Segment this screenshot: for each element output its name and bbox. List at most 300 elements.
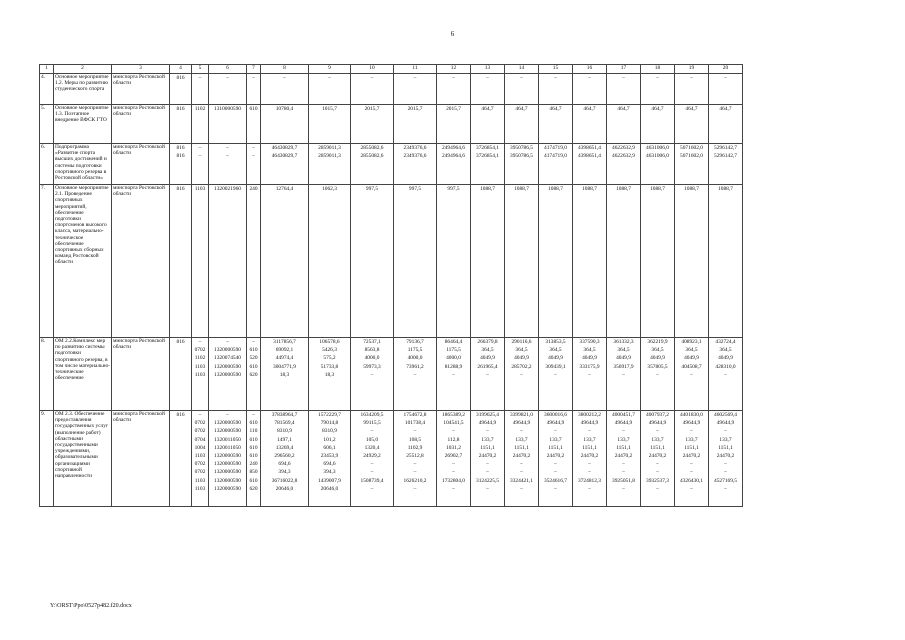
value-cell	[641, 74, 675, 105]
cell-line: 1151,1	[548, 444, 563, 451]
cell-line: 4527169,5	[714, 477, 737, 484]
cell-line: 3925051,8	[612, 477, 635, 484]
value-cell	[437, 185, 471, 338]
cell-line: 110	[249, 428, 258, 435]
cell-line: –	[520, 371, 523, 378]
value-cell	[437, 338, 471, 411]
cell-line: 49644,9	[682, 420, 701, 427]
cell-line: 575,2	[323, 355, 336, 362]
cell-line: –	[724, 428, 727, 435]
cell-line: 26902,7	[444, 452, 463, 459]
value-cell	[709, 105, 743, 144]
value-cell	[261, 185, 309, 338]
value-cell	[247, 144, 261, 185]
cell-line: 46430829,7	[271, 145, 298, 151]
cell-line: 464,7	[719, 106, 732, 112]
cell-line: –	[486, 428, 489, 435]
cell-line: 356917,9	[613, 363, 634, 370]
cell-line: 2859011,3	[318, 153, 341, 160]
value-cell	[709, 185, 743, 338]
value-cell	[709, 74, 743, 105]
cell-line: 1088,7	[582, 186, 597, 192]
cell-line: 1102	[194, 355, 206, 362]
cell-line: 4631006,0	[646, 153, 669, 160]
value-cell	[437, 411, 471, 507]
value-cell	[192, 74, 209, 105]
cell-line: 24470,2	[682, 452, 701, 459]
cell-line: 362219,9	[647, 339, 668, 345]
cell-line: –	[226, 75, 229, 81]
value-cell	[394, 105, 437, 144]
value-cell	[437, 144, 471, 185]
cell-line: 2349376,6	[403, 145, 427, 151]
cell-line: 4622632,9	[612, 145, 635, 151]
cell-line: 364,5	[651, 347, 664, 354]
column-header: 17	[607, 65, 641, 74]
cell-line: 4049,9	[514, 355, 529, 362]
cell-line: 1320074540	[214, 355, 241, 362]
cell-line: –	[198, 412, 202, 418]
value-cell	[471, 105, 505, 144]
cell-line: –	[413, 469, 417, 476]
cell-line: 1508739,4	[360, 477, 384, 484]
cell-line: 36716022,8	[271, 477, 298, 484]
cell-line: 49644,9	[614, 420, 633, 427]
cell-line: –	[724, 461, 727, 468]
cell-line: –	[520, 461, 523, 468]
value-cell	[170, 338, 192, 411]
cell-line: –	[452, 461, 455, 468]
cell-line: –	[486, 371, 489, 378]
cell-line: 4174719,0	[544, 153, 567, 160]
column-header: 12	[437, 65, 471, 74]
cell-line: –	[370, 469, 374, 476]
cell-line: –	[724, 485, 727, 492]
cell-line: 610	[249, 452, 258, 459]
row-number: 7.	[40, 185, 54, 338]
program-description: Основное мероприятие 2.1. Проведение спортивных мероприятий, обеспечение подготовки спортсменов высокого класса, материально-техническое обеспечение спортивных сборных команд Ростовской области	[54, 185, 112, 338]
value-cell	[209, 185, 247, 338]
cell-line: 364,5	[583, 347, 596, 354]
cell-line: 1320000590	[214, 452, 241, 459]
cell-line: –	[370, 371, 374, 378]
cell-line: 1572229,7	[318, 412, 341, 418]
cell-line: 2349376,6	[403, 153, 427, 160]
cell-line: 464,7	[515, 106, 528, 112]
responsible-agency: минспорта Ростовской области	[112, 338, 170, 411]
value-cell	[505, 74, 539, 105]
value-cell	[351, 144, 394, 185]
cell-line: 49644,9	[580, 420, 599, 427]
cell-line: 5071602,0	[680, 153, 703, 160]
cell-line: 364,5	[481, 347, 494, 354]
value-cell	[261, 144, 309, 185]
cell-line: 10780,4	[275, 106, 294, 112]
cell-line: –	[588, 485, 591, 492]
cell-line: 106578,6	[319, 339, 340, 345]
cell-line: 24470,2	[716, 452, 735, 459]
cell-line: –	[554, 428, 557, 435]
cell-line: –	[520, 75, 523, 81]
value-cell	[261, 411, 309, 507]
cell-line: 1102	[194, 106, 206, 112]
cell-line: 1175,5	[407, 347, 423, 354]
cell-line: 2015,7	[407, 106, 423, 112]
column-header: 16	[573, 65, 607, 74]
cell-line: –	[520, 485, 523, 492]
cell-line: 3004771,9	[273, 363, 296, 370]
cell-line: 394,3	[323, 469, 336, 476]
cell-line: 1088,7	[616, 186, 631, 192]
cell-line: –	[452, 371, 455, 378]
value-cell	[247, 338, 261, 411]
cell-line: –	[588, 75, 591, 81]
cell-line: 816	[176, 106, 185, 112]
value-cell	[309, 144, 351, 185]
value-cell	[261, 338, 309, 411]
cell-line: 133,7	[651, 436, 664, 443]
cell-line: 1754672,8	[403, 412, 427, 418]
value-cell	[351, 338, 394, 411]
value-cell	[394, 74, 437, 105]
cell-line: 133,7	[617, 436, 630, 443]
cell-line: 313853,5	[545, 339, 566, 345]
cell-line	[171, 477, 190, 485]
value-cell	[675, 338, 709, 411]
cell-line	[171, 427, 190, 435]
cell-line: –	[252, 145, 255, 151]
cell-line	[171, 452, 190, 460]
cell-line: 1088,7	[684, 186, 699, 192]
cell-line: 2015,7	[364, 106, 380, 112]
value-cell	[247, 105, 261, 144]
cell-line: 1015,7	[322, 106, 337, 112]
cell-line: –	[690, 461, 693, 468]
value-cell	[641, 105, 675, 144]
cell-line: 1151,1	[616, 444, 631, 451]
cell-line: 610	[249, 347, 258, 354]
cell-line: 4000,0	[407, 355, 423, 362]
value-cell	[351, 74, 394, 105]
value-cell	[247, 74, 261, 105]
cell-line: 4174719,0	[544, 145, 567, 151]
cell-line: 69092,1	[275, 347, 294, 354]
cell-line: 0702	[194, 469, 206, 476]
value-cell	[170, 74, 192, 105]
page-number: 6	[450, 30, 455, 38]
cell-line: 99115,5	[363, 420, 381, 427]
column-header: 11	[394, 65, 437, 74]
cell-line: 79136,7	[406, 339, 424, 345]
cell-line: –	[622, 75, 625, 81]
cell-line: 520	[249, 355, 258, 362]
cell-line: 18,3	[324, 371, 335, 378]
value-cell	[209, 74, 247, 105]
value-cell	[309, 411, 351, 507]
cell-line: –	[690, 428, 693, 435]
cell-line: 816	[176, 186, 185, 192]
cell-line: 24470,2	[614, 452, 633, 459]
cell-line: 1102,9	[407, 444, 423, 451]
value-cell	[709, 338, 743, 411]
value-cell	[539, 74, 573, 105]
cell-line: 309439,1	[545, 363, 566, 370]
cell-line: 1634209,5	[360, 412, 384, 418]
cell-line: –	[283, 75, 286, 81]
value-cell	[471, 74, 505, 105]
cell-line: 4049,9	[616, 355, 631, 362]
cell-line: 49644,9	[546, 420, 565, 427]
value-cell	[709, 411, 743, 507]
cell-line: –	[690, 371, 693, 378]
cell-line: 610	[249, 420, 258, 427]
cell-line: –	[486, 485, 489, 492]
cell-line: –	[486, 461, 489, 468]
cell-line: 816	[176, 145, 185, 151]
cell-line: 49644,9	[648, 420, 667, 427]
cell-line: 4398651,4	[578, 145, 601, 151]
responsible-agency: минспорта Ростовской области	[112, 105, 170, 144]
cell-line: 23453,9	[320, 452, 339, 459]
cell-line: 997,5	[447, 186, 460, 192]
cell-line: 3726854,1	[476, 153, 499, 160]
cell-line: 81288,9	[444, 363, 463, 370]
cell-line: 610	[249, 436, 258, 443]
cell-line: 1151,1	[718, 444, 733, 451]
cell-line: 620	[249, 371, 258, 378]
value-cell	[471, 411, 505, 507]
row-number: 9.	[40, 411, 54, 507]
cell-line: –	[452, 469, 455, 476]
column-header: 14	[505, 65, 539, 74]
cell-line: 1103	[194, 452, 206, 459]
value-cell	[471, 144, 505, 185]
cell-line: –	[452, 428, 455, 435]
cell-line: 1004	[194, 444, 206, 451]
cell-line: 20646,0	[275, 485, 294, 492]
row-number: 4.	[40, 74, 54, 105]
cell-line	[171, 436, 190, 444]
cell-line	[171, 346, 190, 354]
budget-table	[39, 64, 743, 507]
cell-line: –	[724, 469, 727, 476]
cell-line: 404508,7	[681, 363, 702, 370]
cell-line: 24470,2	[580, 452, 599, 459]
cell-line: 24470,2	[648, 452, 667, 459]
cell-line: 333175,9	[579, 363, 600, 370]
value-cell	[170, 185, 192, 338]
cell-line: –	[226, 339, 229, 345]
cell-line: 4622632,9	[612, 153, 635, 160]
value-cell	[539, 411, 573, 507]
cell-line: 620	[249, 485, 258, 492]
cell-line: 816	[176, 412, 185, 418]
cell-line: –	[656, 461, 659, 468]
cell-line: 1088,7	[480, 186, 495, 192]
value-cell	[209, 105, 247, 144]
cell-line: 105,0	[365, 436, 379, 443]
value-cell	[675, 74, 709, 105]
cell-line: 5071602,0	[680, 145, 703, 151]
cell-line: –	[370, 461, 374, 468]
cell-line: –	[452, 75, 455, 81]
cell-line: –	[486, 469, 489, 476]
cell-line: 1320000590	[214, 461, 241, 468]
value-cell	[505, 411, 539, 507]
cell-line: –	[588, 461, 591, 468]
value-cell	[675, 185, 709, 338]
value-cell	[309, 74, 351, 105]
cell-line: 261965,4	[477, 363, 498, 370]
cell-line: –	[520, 428, 523, 435]
cell-line: 1088,7	[718, 186, 733, 192]
value-cell	[641, 338, 675, 411]
cell-line: 5296142,7	[714, 145, 737, 151]
cell-line: 2859011,3	[318, 145, 341, 151]
cell-line	[171, 371, 190, 379]
cell-line: 364,5	[719, 347, 732, 354]
cell-line: 997,5	[365, 186, 379, 192]
cell-line: 816	[176, 339, 185, 345]
row-number: 8.	[40, 338, 54, 411]
cell-line: 24470,2	[512, 452, 531, 459]
cell-line: 1320000590	[214, 428, 241, 435]
cell-line	[171, 363, 190, 371]
cell-line: 850	[249, 469, 258, 476]
cell-line: 1865389,2	[442, 412, 465, 418]
cell-line: 3324421,1	[510, 477, 533, 484]
value-cell	[675, 411, 709, 507]
cell-line: 1151,1	[684, 444, 699, 451]
cell-line: 133,7	[549, 436, 562, 443]
cell-line: 2494964,6	[442, 153, 465, 160]
value-cell	[471, 185, 505, 338]
cell-line: –	[588, 371, 591, 378]
value-cell	[607, 338, 641, 411]
cell-line: 364,5	[549, 347, 562, 354]
cell-line: 46430829,7	[271, 153, 298, 160]
cell-line: 24470,2	[478, 452, 497, 459]
cell-line: 1031,2	[446, 444, 461, 451]
cell-line: 4000,0	[446, 355, 461, 362]
cell-line: 37838964,7	[271, 412, 298, 418]
cell-line: 1103	[194, 186, 206, 192]
value-cell	[209, 144, 247, 185]
cell-line: 4007937,2	[646, 412, 669, 418]
cell-line: 4049,9	[582, 355, 597, 362]
cell-line: 606,1	[323, 444, 336, 451]
table-row	[40, 411, 743, 507]
cell-line: –	[690, 75, 693, 81]
cell-line: 1103	[194, 371, 206, 378]
value-cell	[709, 144, 743, 185]
row-number: 5.	[40, 105, 54, 144]
cell-line: 4326430,1	[680, 477, 703, 484]
value-cell	[573, 338, 607, 411]
cell-line: 1088,7	[650, 186, 665, 192]
cell-line: 4000,0	[364, 355, 380, 362]
cell-line: –	[370, 75, 374, 81]
cell-line: 108,5	[408, 436, 422, 443]
table-row	[40, 338, 743, 411]
cell-line: 1062,3	[322, 186, 337, 192]
value-cell	[170, 144, 192, 185]
cell-line: 464,7	[583, 106, 596, 112]
cell-line: 133,7	[481, 436, 494, 443]
cell-line: –	[520, 469, 523, 476]
cell-line: 816	[176, 75, 185, 81]
cell-line	[171, 468, 190, 476]
cell-line: 266379,8	[477, 339, 498, 345]
column-header: 7	[247, 65, 261, 74]
cell-line: 8310,9	[322, 428, 337, 435]
cell-line: –	[198, 339, 202, 345]
cell-line: 1151,1	[480, 444, 495, 451]
cell-line: 1320000590	[214, 469, 241, 476]
value-cell	[505, 338, 539, 411]
cell-line: 12764,4	[275, 186, 294, 192]
cell-line: –	[226, 153, 229, 160]
value-cell	[539, 105, 573, 144]
cell-line: 408923,1	[681, 339, 702, 345]
cell-line: 4049,9	[684, 355, 699, 362]
column-header: 18	[641, 65, 675, 74]
cell-line: –	[226, 145, 229, 151]
cell-line: –	[413, 75, 417, 81]
value-cell	[505, 185, 539, 338]
cell-line: 2494964,6	[442, 145, 465, 151]
file-path-footer: Y:\ORST\Ppo\0527p482.f20.docx	[50, 603, 132, 609]
cell-line: 240	[249, 461, 258, 468]
cell-line: –	[690, 469, 693, 476]
cell-line: 364,5	[617, 347, 630, 354]
table-header-row	[40, 65, 743, 74]
program-description: ОМ 2.2.Комплекс мер по развитию системы подготовки спортивного резерва, в том числе материально-технические обеспечение	[54, 338, 112, 411]
value-cell	[192, 411, 209, 507]
cell-line: 464,7	[481, 106, 494, 112]
cell-line: 1320021960	[214, 186, 241, 192]
value-cell	[641, 411, 675, 507]
table-row	[40, 144, 743, 185]
cell-line: 2855082,6	[360, 153, 384, 160]
cell-line: –	[252, 339, 255, 345]
program-description: ОМ 2.3. Обеспечение предоставления государственных услуг (выполнение работ) областными государственными учреждениями, образовательными организациями спортивной направленности	[54, 411, 112, 507]
cell-line: 290116,6	[511, 339, 532, 345]
cell-line: 1320000590	[214, 371, 241, 378]
cell-line: –	[554, 485, 557, 492]
value-cell	[209, 411, 247, 507]
cell-line: –	[622, 461, 625, 468]
cell-line: 3724812,3	[578, 477, 601, 484]
cell-line: 18,3	[279, 371, 290, 378]
cell-line: 8310,9	[277, 428, 292, 435]
cell-line: –	[328, 75, 331, 81]
cell-line: 1103	[194, 485, 206, 492]
cell-line: 3726854,1	[476, 145, 499, 151]
responsible-agency: минспорта Ростовской области	[112, 411, 170, 507]
value-cell	[607, 74, 641, 105]
cell-line: 1439007,9	[318, 477, 341, 484]
cell-line: 3950786,5	[510, 145, 533, 151]
program-description: Основное мероприятие 1.3. Поэтапное внедрение ВФСК ГТО	[54, 105, 112, 144]
cell-line: 5296142,7	[714, 153, 737, 160]
column-header: 20	[709, 65, 743, 74]
cell-line: 3600016,6	[544, 412, 567, 418]
cell-line: 610	[249, 363, 258, 370]
cell-line	[171, 354, 190, 362]
value-cell	[192, 105, 209, 144]
cell-line: 133,7	[685, 436, 698, 443]
